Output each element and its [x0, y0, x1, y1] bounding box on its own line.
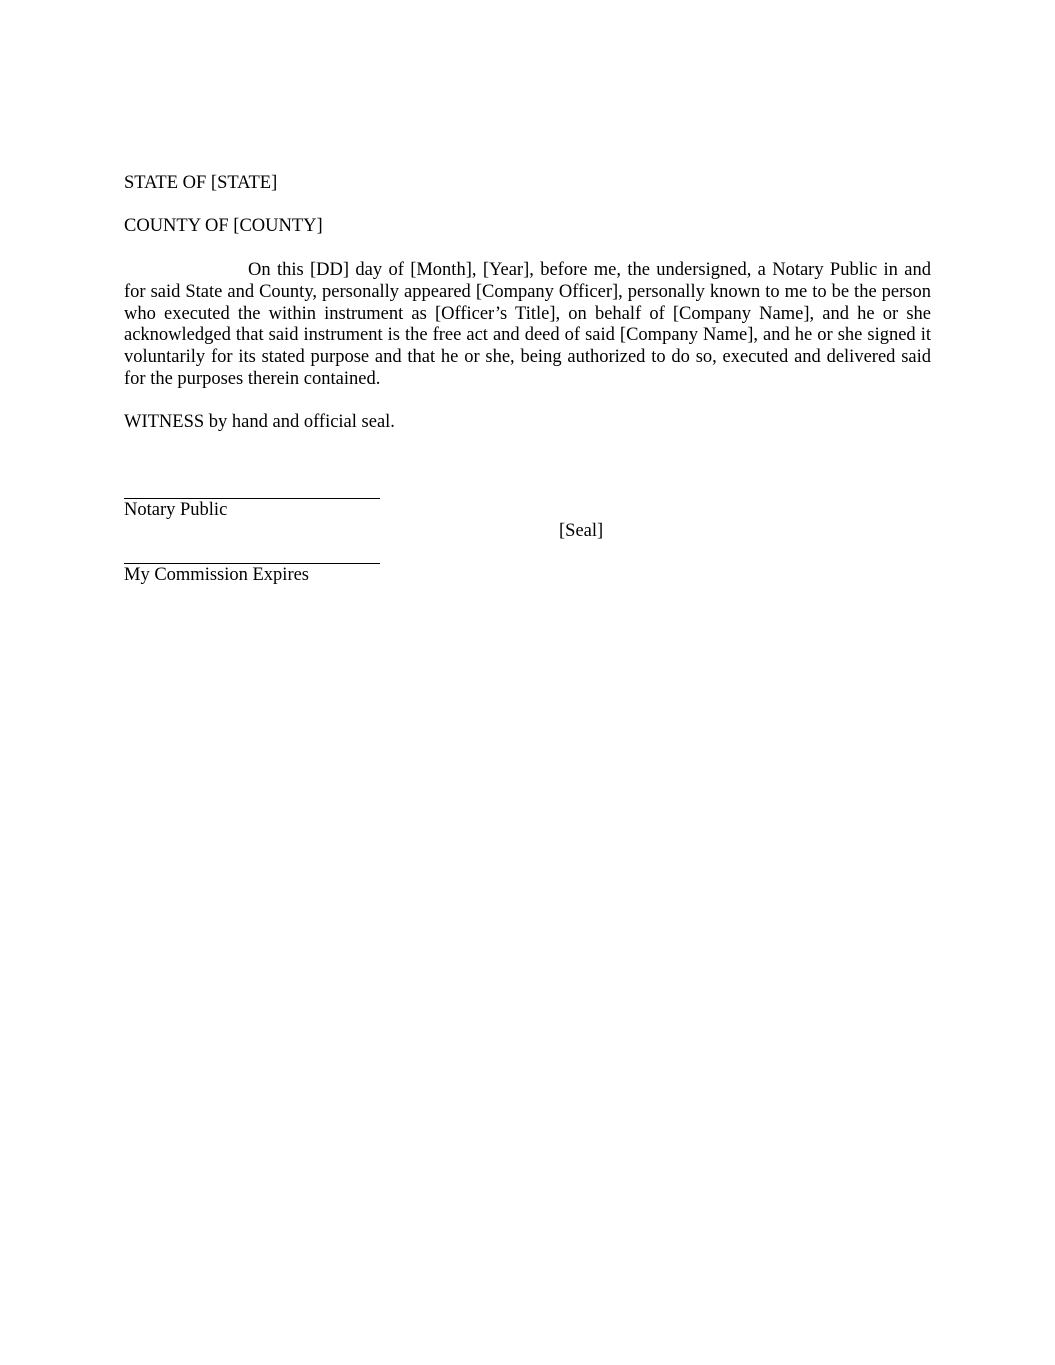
notary-signature-line — [124, 498, 380, 499]
seal-placeholder: [Seal] — [559, 521, 604, 541]
commission-expires-label: My Commission Expires — [124, 565, 310, 585]
notary-public-label: Notary Public — [124, 500, 228, 520]
commission-signature-line — [124, 563, 380, 564]
acknowledgment-paragraph: On this [DD] day of [Month], [Year], before me, the undersigned, a Notary Public in and for said State and County, personally appeared [Company Officer], personally known to me to be the person who executed the within instrument as [Officer’s Title], on behalf of [Company Name], and he or she acknowledged that said instrument is the free act and deed of said [Company Name], and he or she signed it voluntarily for its stated purpose and that he or she, being authorized to do so, executed and delivered said for the purposes therein contained. — [124, 260, 931, 389]
witness-line: WITNESS by hand and official seal. — [124, 412, 395, 432]
state-line: STATE OF [STATE] — [124, 173, 278, 193]
county-line: COUNTY OF [COUNTY] — [124, 216, 323, 236]
